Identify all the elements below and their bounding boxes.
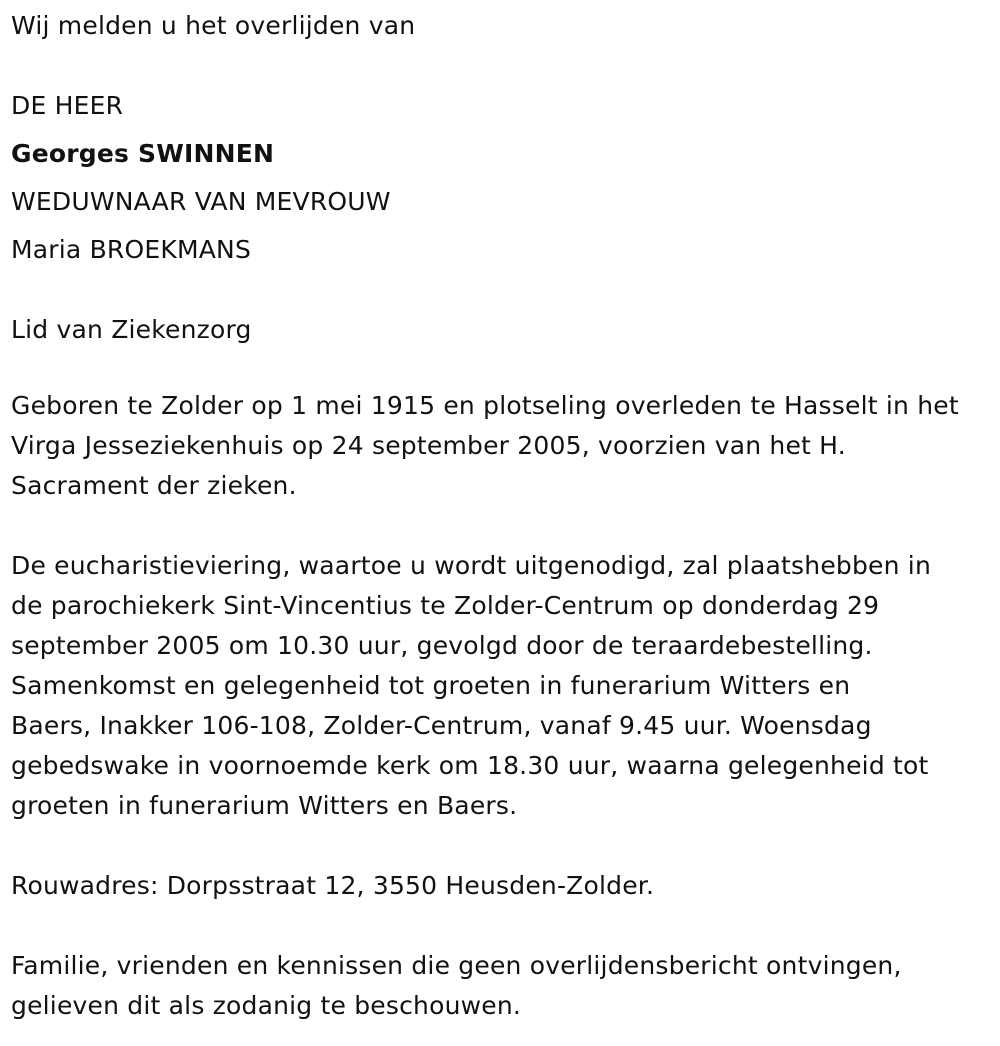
intro-text: Wij melden u het overlijden van <box>11 11 416 40</box>
paragraph-line: groeten in funerarium Witters en Baers. <box>11 791 518 820</box>
spacer <box>11 274 996 306</box>
paragraph-line: Virga Jesseziekenhuis op 24 september 2005, voorzien van het H. <box>11 431 846 460</box>
spacer <box>11 506 996 546</box>
spouse-name: Maria BROEKMANS <box>11 235 252 264</box>
spacer <box>11 826 996 866</box>
paragraph-line: Familie, vrienden en kennissen die geen overlijdensbericht ontvingen, <box>11 951 902 980</box>
deceased-name: Georges SWINNEN <box>11 139 275 168</box>
membership-text: Lid van Ziekenzorg <box>11 315 252 344</box>
paragraph-line: Samenkomst en gelegenheid tot groeten in funerarium Witters en <box>11 671 851 700</box>
paragraph-line: De eucharistieviering, waartoe u wordt uitgenodigd, zal plaatshebben in <box>11 551 931 580</box>
paragraph-line: september 2005 om 10.30 uur, gevolgd door de teraardebestelling. <box>11 631 873 660</box>
address-line: Rouwadres: Dorpsstraat 12, 3550 Heusden-Zolder. <box>11 871 655 900</box>
paragraph-line: gelieven dit als zodanig te beschouwen. <box>11 991 522 1020</box>
spacer <box>11 906 996 946</box>
death-notice <box>11 0 996 1026</box>
spacer <box>11 354 996 386</box>
spacer <box>11 50 996 82</box>
paragraph-line: gebedswake in voornoemde kerk om 18.30 uur, waarna gelegenheid tot <box>11 751 929 780</box>
title-line: DE HEER <box>11 91 124 120</box>
paragraph-line: Baers, Inakker 106-108, Zolder-Centrum, vanaf 9.45 uur. Woensdag <box>11 711 872 740</box>
closing-paragraph <box>11 946 996 1026</box>
birth-death-paragraph <box>11 386 996 506</box>
paragraph-line: Geboren te Zolder op 1 mei 1915 en plotseling overleden te Hasselt in het <box>11 391 959 420</box>
paragraph-line: de parochiekerk Sint-Vincentius te Zolder-Centrum op donderdag 29 <box>11 591 880 620</box>
relation-line: WEDUWNAAR VAN MEVROUW <box>11 187 391 216</box>
paragraph-line: Sacrament der zieken. <box>11 471 297 500</box>
service-paragraph <box>11 546 996 826</box>
